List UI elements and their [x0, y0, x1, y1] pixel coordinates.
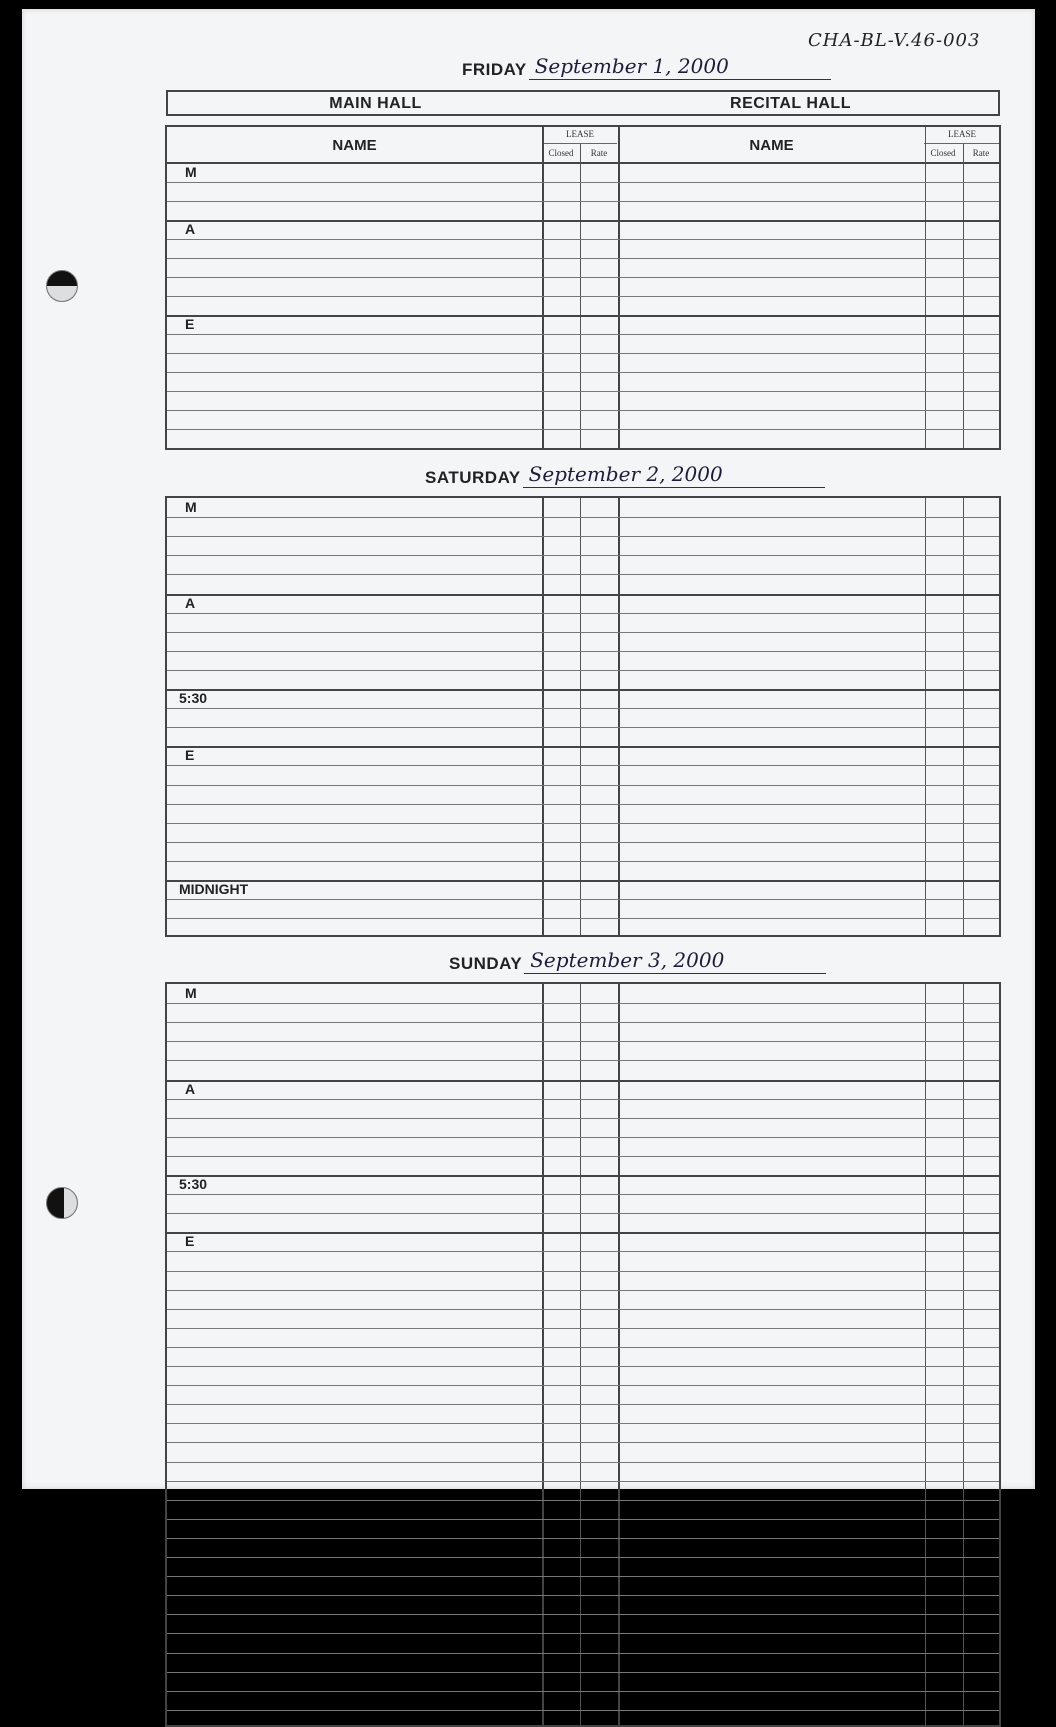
saturday-schedule-grid	[165, 496, 1001, 937]
closed-header: Closed	[930, 148, 956, 158]
time-slot-label: 5:30	[179, 1176, 208, 1192]
lease-header: LEASE	[566, 129, 594, 139]
main-hall-title: MAIN HALL	[329, 95, 422, 112]
friday-heading	[462, 54, 831, 80]
time-slot-label: E	[185, 316, 195, 332]
sunday-heading	[449, 948, 826, 974]
hall-header-bar	[166, 90, 1000, 116]
sunday-schedule-grid	[165, 982, 1001, 1727]
recital-hall-title: RECITAL HALL	[730, 95, 851, 112]
name-column-header: NAME	[749, 137, 794, 154]
punch-hole-top	[46, 270, 78, 302]
closed-header: Closed	[548, 148, 574, 158]
day-name: SATURDAY	[425, 468, 521, 487]
lease-header: LEASE	[948, 129, 976, 139]
time-slot-label: E	[185, 747, 195, 764]
time-slot-label: M	[185, 985, 197, 1001]
time-slot-label: E	[185, 1233, 195, 1250]
archive-id: CHA-BL-V.46-003	[808, 30, 981, 51]
handwritten-date: September 3, 2000	[524, 948, 826, 974]
time-slot-label: M	[185, 499, 197, 515]
day-name: SUNDAY	[449, 954, 523, 973]
time-slot-label: A	[185, 1080, 196, 1097]
rate-header: Rate	[590, 148, 608, 158]
time-slot-label: A	[185, 594, 196, 611]
handwritten-date: September 1, 2000	[529, 54, 831, 80]
day-name: FRIDAY	[462, 60, 527, 79]
friday-schedule-grid	[165, 125, 1001, 450]
saturday-heading	[425, 462, 825, 488]
time-slot-label: M	[185, 164, 197, 180]
handwritten-date: September 2, 2000	[523, 462, 825, 488]
time-slot-label: 5:30	[179, 690, 208, 706]
rate-header: Rate	[972, 148, 990, 158]
time-slot-label: A	[185, 221, 196, 237]
time-slot-label: MIDNIGHT	[179, 881, 249, 897]
name-column-header: NAME	[332, 137, 377, 154]
punch-hole-bottom	[46, 1187, 78, 1219]
